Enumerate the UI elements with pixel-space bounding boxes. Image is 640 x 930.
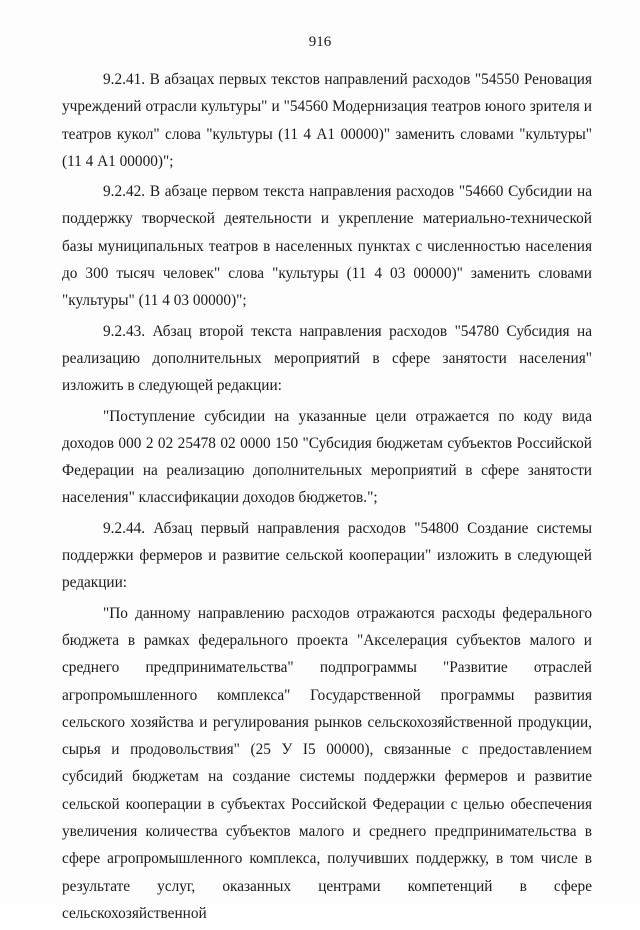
quoted-paragraph-54800: "По данному направлению расходов отражаются расходы федерального бюджета в рамках федерального проекта "Акселерация субъектов малого и среднего предпринимательства" подпрограммы "Развитие отраслей агропромышленного комплекса" Государственной программы развития сельского хозяйства и регулирования рынков сельскохозяйственной продукции, сырья и продовольствия" (25 У I5 00000), связанные с предоставлением субсидий бюджетам на создание системы поддержки фермеров и развитие сельской кооперации в субъектах Российской Федерации с целью обеспечения увеличения количества субъектов малого и среднего предпринимательства в сфере агропромышленного комплекса, получивших поддержку, в том числе в результате услуг, оказанных центрами компетенций в сфере сельскохозяйственной [62, 604, 592, 922]
paragraph-9-2-41: 9.2.41. В абзацах первых текстов направлений расходов "54550 Реновация учреждений отрасли культуры" и "54560 Модернизация театров юного зрителя и театров кукол" слова "культуры (11 4 А1 00000)" заменить словами "культуры" (11 4 А1 00000)"; [62, 71, 592, 170]
paragraph-9-2-44: 9.2.44. Абзац первый направления расходов "54800 Создание системы поддержки фермеров и развитие сельской кооперации" изложить в следующей редакции: [62, 519, 592, 592]
document-body [62, 66, 592, 930]
page-number: 916 [308, 34, 332, 50]
quoted-paragraph-54780: "Поступление субсидии на указанные цели отражается по коду вида доходов 000 2 02 25478 02 0000 150 "Субсидия бюджетам субъектов Российской Федерации на реализацию дополнительных мероприятий в сфере занятости населения" классификации доходов бюджетов."; [62, 407, 592, 507]
paragraph-9-2-43: 9.2.43. Абзац второй текста направления расходов "54780 Субсидия на реализацию дополнительных мероприятий в сфере занятости населения" изложить в следующей редакции: [62, 322, 592, 395]
paragraph-9-2-42: 9.2.42. В абзаце первом текста направления расходов "54660 Субсидии на поддержку творческой деятельности и укрепление материально-технической базы муниципальных театров в населенных пунктах с численностью населения до 300 тысяч человек" слова "культуры (11 4 03 00000)" заменить словами "культуры" (11 4 03 00000)"; [62, 183, 592, 310]
